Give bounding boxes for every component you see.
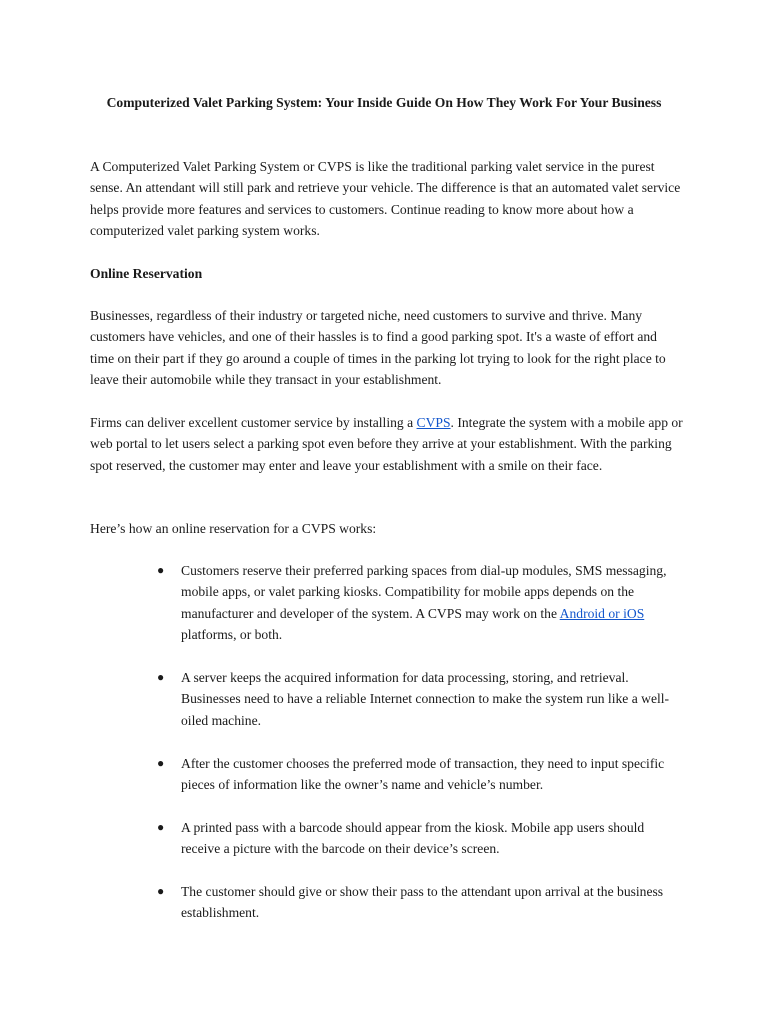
list-item-text: A server keeps the acquired information for data processing, storing, and retrieval. Businesses need to have a reliable Internet connection to make the system run like a well-oiled machine. [181,670,670,728]
paragraph-firms [90,412,684,476]
list-item-text: After the customer chooses the preferred mode of transaction, they need to input specific pieces of information like the owner’s name and vehicle’s number. [181,755,665,793]
list-item-text: The customer should give or show their pass to the attendant upon arrival at the business establishment. [181,884,664,921]
bullet-icon: ● [157,755,165,770]
bullet-icon: ● [157,884,165,899]
list-item-text-end: platforms, or both. [181,627,283,643]
list-item-text-start: Customers reserve their preferred parking spaces from dial-up modules, SMS messaging, mobile apps, or valet parking kiosks. Compatibility for mobile apps depends on the manufacturer and developer of the system. A CVPS may work on the [181,563,667,621]
section-heading: Online Reservation [90,266,203,281]
list-item [155,667,685,731]
list-item [155,753,685,796]
document-title: Computerized Valet Parking System: Your Inside Guide On How They Work For Your Business [106,95,662,110]
paragraph-howto-intro: Here’s how an online reservation for a CVPS works: [90,521,377,536]
bullet-icon: ● [157,563,165,577]
list-item [155,560,685,646]
list-item-text: A printed pass with a barcode should appear from the kiosk. Mobile app users should receive a picture with the barcode on their device’s screen. [181,819,645,857]
bullet-icon: ● [157,670,165,685]
bullet-icon: ● [157,819,165,834]
list-item [155,817,685,860]
cvps-link[interactable]: CVPS [416,415,451,430]
steps-list [155,560,685,945]
list-item [155,881,685,924]
paragraph-businesses: Businesses, regardless of their industry or targeted niche, need customers to survive and thrive. Many customers have vehicles, and one of their hassles is to find a good parking spot. It's a waste of effort and time on their part if they go around a couple of times in the parking lot trying to look for the right place to leave their automobile while they transact in your establishment. [90,308,666,388]
paragraph-firms-text-start: Firms can deliver excellent customer service by installing a [90,415,417,430]
android-ios-link[interactable]: Android or iOS [559,605,645,621]
intro-paragraph: A Computerized Valet Parking System or CVPS is like the traditional parking valet service in the purest sense. An attendant will still park and retrieve your vehicle. The difference is that an automated valet service helps provide more features and services to customers. Continue reading to know more about how a computerized valet parking system works. [90,159,681,239]
paragraph-firms-text-end: . Integrate the system with a mobile app or web portal to let users select a parking spot even before they arrive at your establishment. With the parking spot reserved, the customer may enter and leave your establishment with a smile on their face. [90,415,683,473]
list-item-text [181,560,685,646]
